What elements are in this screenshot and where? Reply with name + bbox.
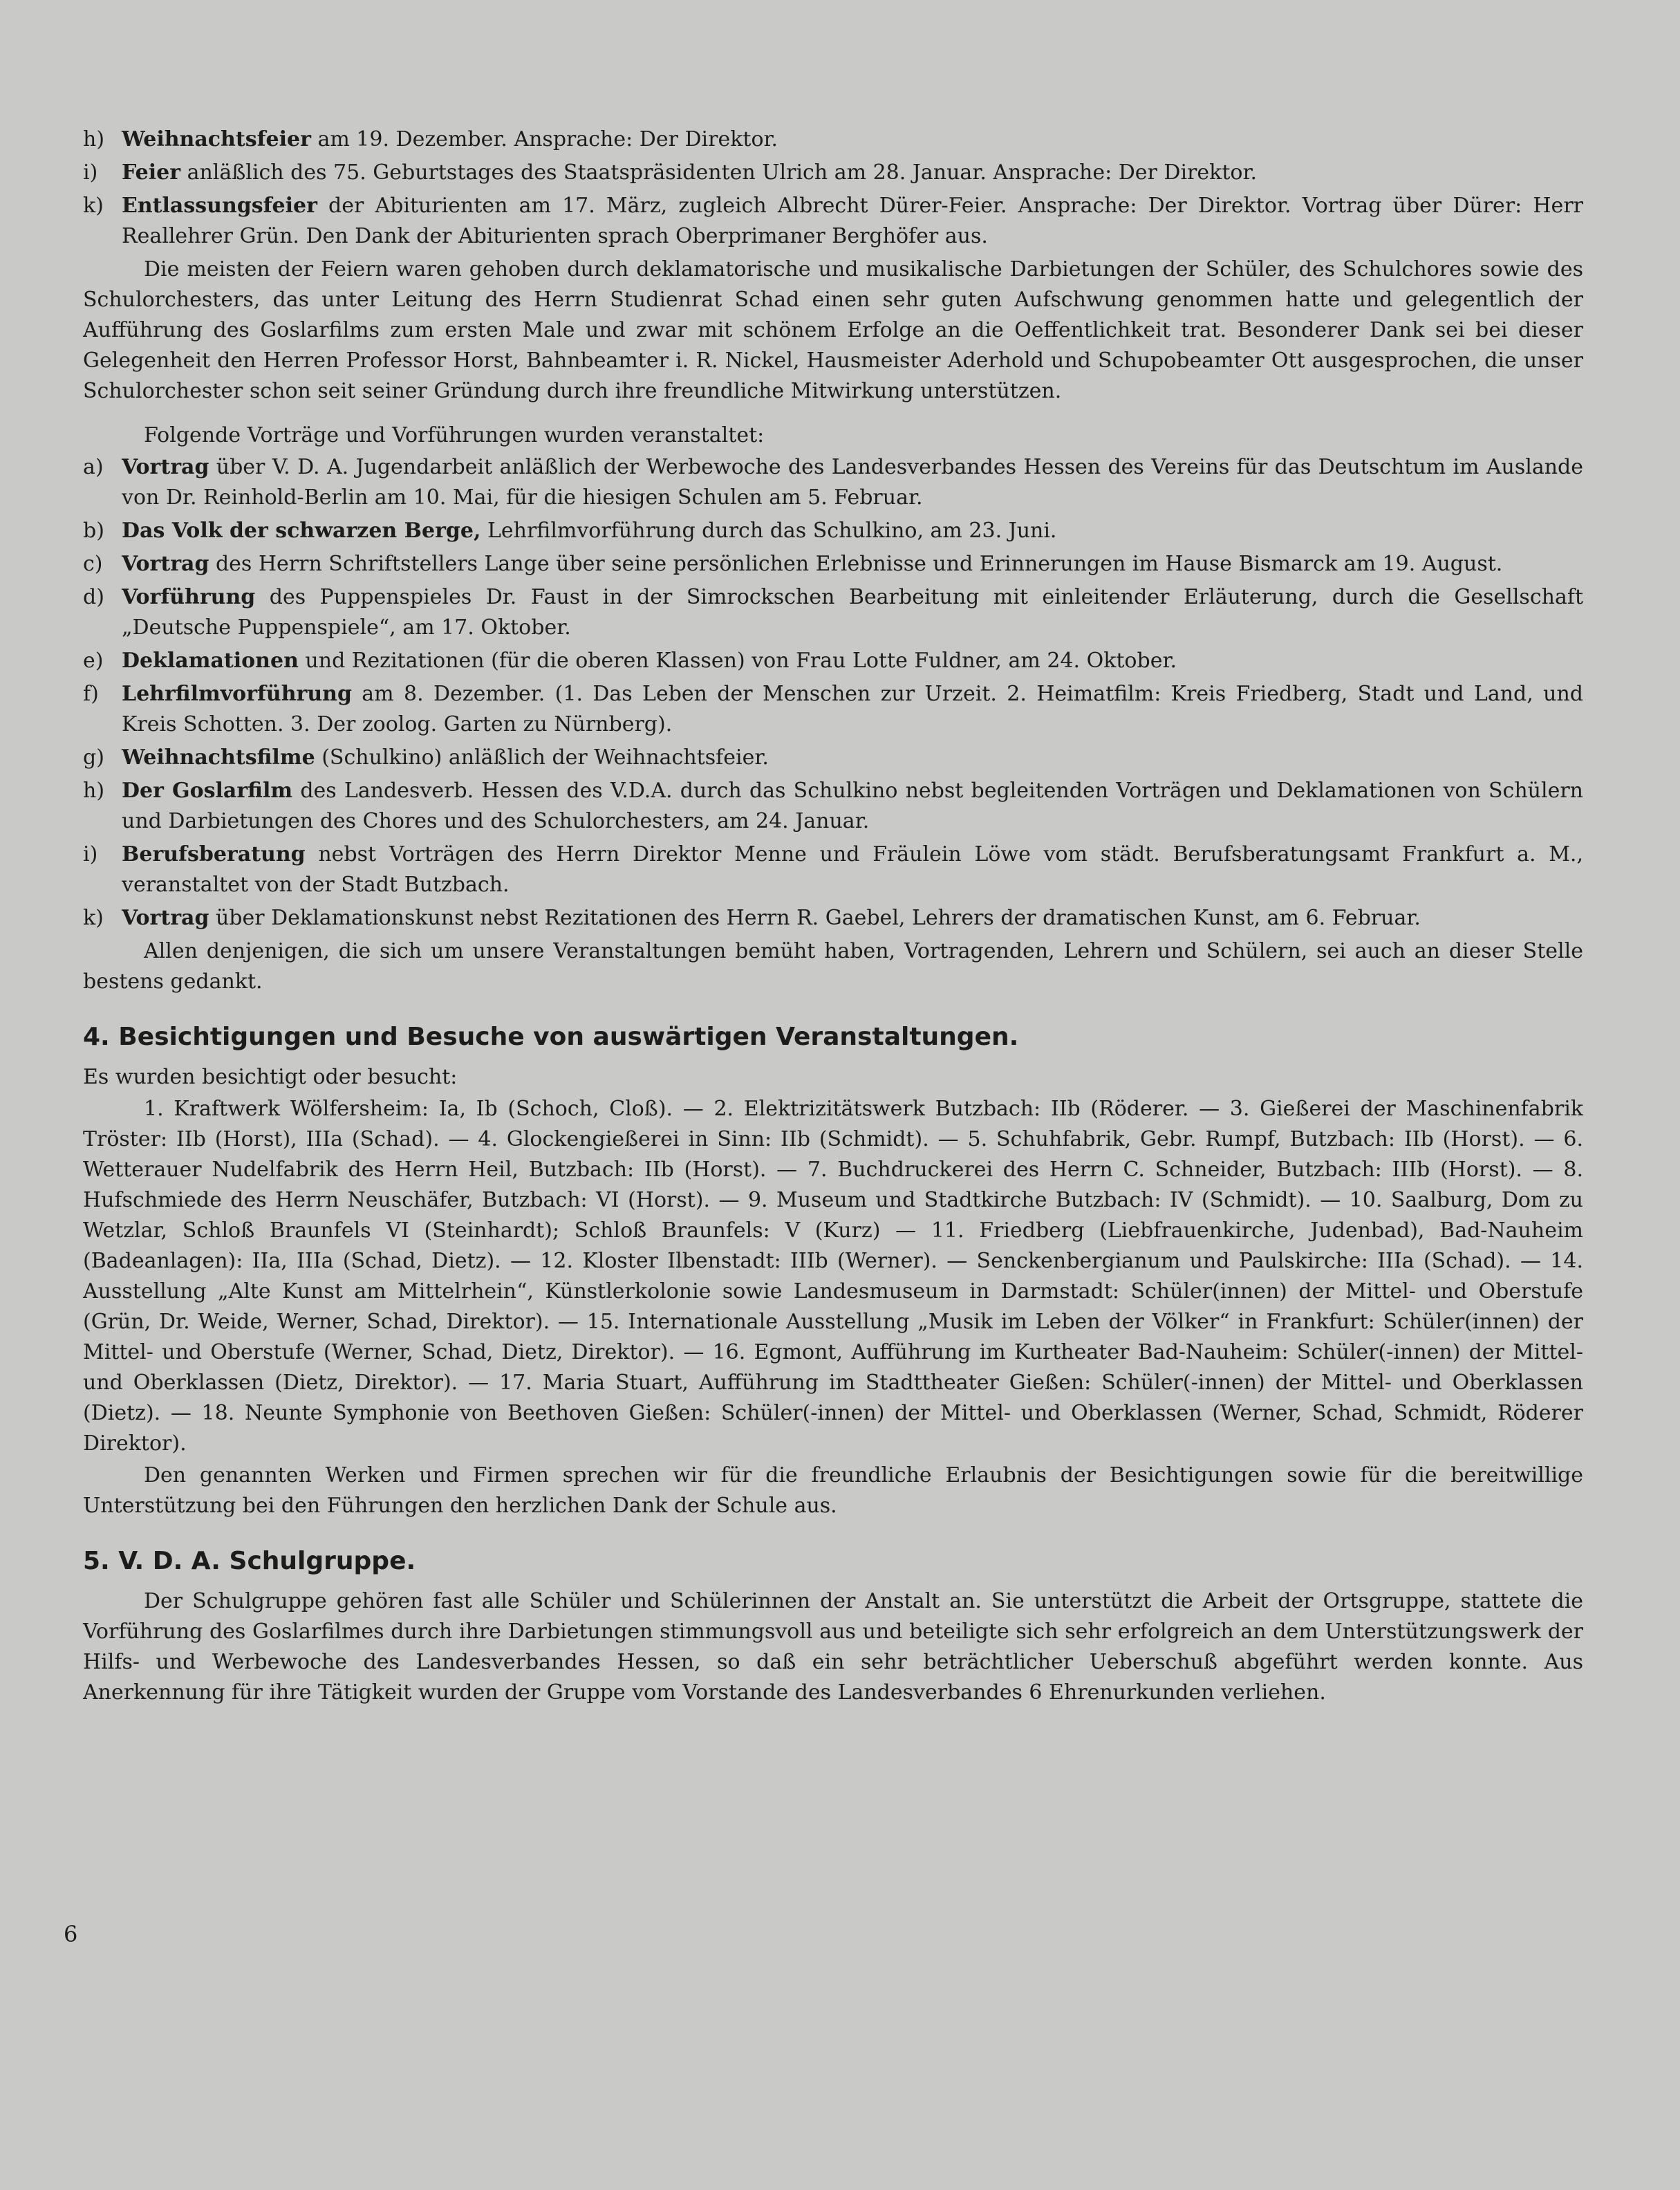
lectures-list <box>83 452 1583 934</box>
page-number: 6 <box>64 1921 78 1947</box>
lectures-intro: Folgende Vorträge und Vorführungen wurden veranstaltet: <box>144 423 765 447</box>
celebrations-list <box>83 124 1583 252</box>
celebrations-paragraph: Die meisten der Feiern waren gehoben durch deklamatorische und musikalische Darbietungen der Schüler, des Schulchores sowie des Schulorchesters, das unter Leitung des Herrn Studienrat Schad einen sehr guten Aufschwung genommen hatte und gelegentlich der Aufführung des Goslarfilms zum ersten Male und zwar mit schönem Erfolge an die Oeffentlichkeit trat. Besonderer Dank sei bei dieser Gelegenheit den Herren Professor Horst, Bahnbeamter i. R. Nickel, Hausmeister Aderhold und Schupobeamter Ott ausgesprochen, die unser Schulorchester schon seit seiner Gründung durch ihre freundliche Mitwirkung unterstützen. <box>83 257 1583 403</box>
list-item: i) Berufsberatung nebst Vorträgen des Herrn Direktor Menne und Fräulein Löwe vom städt. Berufsberatungsamt Frankfurt a. M., veranstaltet von der Stadt Butzbach. <box>83 842 1583 897</box>
item-title: Vortrag <box>122 906 209 930</box>
item-title: Entlassungsfeier <box>122 194 317 218</box>
list-item: i) Feier anläßlich des 75. Geburtstages des Staatspräsidenten Ulrich am 28. Januar. Ansprache: Der Direktor. <box>83 160 1258 185</box>
list-item: g) Weihnachtsfilme (Schulkino) anläßlich der Weihnachtsfeier. <box>83 745 769 770</box>
item-text: und Rezitationen (für die oberen Klassen) von Frau Lotte Fuldner, am 24. Oktober. <box>298 649 1177 673</box>
section-heading-vda: 5. V. D. A. Schulgruppe. <box>83 1547 416 1575</box>
visits-closing: Den genannten Werken und Firmen sprechen wir für die freundliche Erlaubnis der Besichtigungen sowie für die bereitwillige Unterstützung bei den Führungen den herzlichen Dank der Schule aus. <box>83 1463 1583 1518</box>
visits-list: 1. Kraftwerk Wölfersheim: Ia, Ib (Schoch, Cloß). — 2. Elektrizitätswerk Butzbach: IIb (Röderer. — 3. Gießerei der Maschinenfabrik Tröster: IIb (Horst), IIIa (Schad). — 4. Glockengießerei in Sinn: IIb (Schmidt). — 5. Schuhfabrik, Gebr. Rumpf, Butzbach: IIb (Horst). — 6. Wetterauer Nudelfabrik des Herrn Heil, Butzbach: IIb (Horst). — 7. Buchdruckerei des Herrn C. Schneider, Butzbach: IIIb (Horst). — 8. Hufschmiede des Herrn Neuschäfer, Butzbach: VI (Horst). — 9. Museum und Stadtkirche Butzbach: IV (Schmidt). — 10. Saalburg, Dom zu Wetzlar, Schloß Braunfels VI (Steinhardt); Schloß Braunfels: V (Kurz) — 11. Friedberg (Liebfrauenkirche, Judenbad), Bad-Nauheim (Badeanlagen): IIa, IIIa (Schad, Dietz). — 12. Kloster Ilbenstadt: IIIb (Werner). — Senckenbergianum und Paulskirche: IIIa (Schad). — 14. Ausstellung „Alte Kunst am Mittelrhein“, Künstlerkolonie sowie Landesmuseum in Darmstadt: Schüler(innen) der Mittel- und Oberstufe (Grün, Dr. Weide, Werner, Schad, Direktor). — 15. Internationale Ausstellung „Musik im Leben der Völker“ in Frankfurt: Schüler(innen) der Mittel- und Oberstufe (Werner, Schad, Dietz, Direktor). — 16. Egmont, Aufführung im Kurtheater Bad-Nauheim: Schüler(-innen) der Mittel- und Oberklassen (Dietz, Direktor). — 17. Maria Stuart, Aufführung im Stadttheater Gießen: Schüler(-innen) der Mittel- und Oberklassen (Dietz). — 18. Neunte Symphonie von Beethoven Gießen: Schüler(-innen) der Mittel- und Oberklassen (Werner, Schad, Schmidt, Röderer Direktor). <box>83 1097 1583 1456</box>
item-text: am 19. Dezember. Ansprache: Der Direktor. <box>310 127 778 151</box>
item-title: Weihnachtsfilme <box>122 745 315 770</box>
list-item: e) Deklamationen und Rezitationen (für die oberen Klassen) von Frau Lotte Fuldner, am 24. Oktober. <box>83 649 1177 673</box>
item-title: Der Goslarfilm <box>122 779 293 803</box>
list-item: b) Das Volk der schwarzen Berge, Lehrfilmvorführung durch das Schulkino, am 23. Juni. <box>83 519 1057 543</box>
thanks-paragraph: Allen denjenigen, die sich um unsere Veranstaltungen bemüht haben, Vortragenden, Lehrern und Schülern, sei auch an dieser Stelle bestens gedankt. <box>83 939 1583 994</box>
list-item: d) Vorführung des Puppenspieles Dr. Faust in der Simrockschen Bearbeitung mit einleitender Erläuterung, durch die Gesellschaft „Deutsche Puppenspiele“, am 17. Oktober. <box>83 585 1583 640</box>
item-text: über Deklamationskunst nebst Rezitationen des Herrn R. Gaebel, Lehrers der dramatischen Kunst, am 6. Februar. <box>209 906 1421 930</box>
list-item: k) Vortrag über Deklamationskunst nebst Rezitationen des Herrn R. Gaebel, Lehrers der dramatischen Kunst, am 6. Februar. <box>83 906 1421 930</box>
item-text: über V. D. A. Jugendarbeit anläßlich der Werbewoche des Landesverbandes Hessen des Vereins für das Deutschtum im Auslande von Dr. Reinhold-Berlin am 10. Mai, für die hiesigen Schulen am 5. Februar. <box>122 455 1583 510</box>
list-item: f) Lehrfilmvorführung am 8. Dezember. (1. Das Leben der Menschen zur Urzeit. 2. Heimatfilm: Kreis Friedberg, Stadt und Land, und Kreis Schotten. 3. Der zoolog. Garten zu Nürnberg). <box>83 682 1583 736</box>
list-item: h) Weihnachtsfeier am 19. Dezember. Ansprache: Der Direktor. <box>83 127 778 151</box>
item-text: des Landesverb. Hessen des V.D.A. durch das Schulkino nebst begleitenden Vorträgen und Deklamationen von Schülern und Darbietungen des Chores und des Schulorchesters, am 24. Januar. <box>122 779 1583 833</box>
item-text: nebst Vorträgen des Herrn Direktor Menne und Fräulein Löwe vom städt. Berufsberatungsamt Frankfurt a. M., veranstaltet von der Stadt Butzbach. <box>122 842 1583 897</box>
item-title: Das Volk der schwarzen Berge, <box>122 519 481 543</box>
item-text: des Herrn Schriftstellers Lange über seine persönlichen Erlebnisse und Erinnerungen im Hause Bismarck am 19. August. <box>209 552 1503 576</box>
item-text: des Puppenspieles Dr. Faust in der Simrockschen Bearbeitung mit einleitender Erläuterung, durch die Gesellschaft „Deutsche Puppenspiele“, am 17. Oktober. <box>122 585 1583 640</box>
vda-paragraph: Der Schulgruppe gehören fast alle Schüler und Schülerinnen der Anstalt an. Sie unterstützt die Arbeit der Ortsgruppe, stattete die Vorführung des Goslarfilmes durch ihre Darbietungen stimmungsvoll aus und beteiligte sich sehr erfolgreich an dem Unterstützungswerk der Hilfs- und Werbewoche des Landesverbandes Hessen, so daß ein sehr beträchtlicher Ueberschuß abgeführt werden konnte. Aus Anerkennung für ihre Tätigkeit wurden der Gruppe vom Vorstande des Landesverbandes 6 Ehrenurkunden verliehen. <box>83 1589 1583 1705</box>
item-title: Vorführung <box>122 585 256 609</box>
section-heading-visits: 4. Besichtigungen und Besuche von auswärtigen Veranstaltungen. <box>83 1023 1019 1051</box>
item-title: Berufsberatung <box>122 842 306 866</box>
list-item: k) Entlassungsfeier der Abiturienten am 17. März, zugleich Albrecht Dürer-Feier. Ansprache: Der Direktor. Vortrag über Dürer: Herr Reallehrer Grün. Den Dank der Abiturienten sprach Oberprimaner Berghöfer aus. <box>83 194 1583 248</box>
list-item: c) Vortrag des Herrn Schriftstellers Lange über seine persönlichen Erlebnisse und Erinnerungen im Hause Bismarck am 19. August. <box>83 552 1503 576</box>
item-title: Weihnachtsfeier <box>122 127 311 151</box>
visits-intro: Es wurden besichtigt oder besucht: <box>83 1065 458 1089</box>
item-text: (Schulkino) anläßlich der Weihnachtsfeier. <box>315 745 769 770</box>
item-text: Lehrfilmvorführung durch das Schulkino, am 23. Juni. <box>480 519 1057 543</box>
item-title: Deklamationen <box>122 649 299 673</box>
item-title: Vortrag <box>122 552 209 576</box>
item-title: Vortrag <box>122 455 209 479</box>
item-text: anläßlich des 75. Geburtstages des Staatspräsidenten Ulrich am 28. Januar. Ansprache: Der Direktor. <box>180 160 1258 185</box>
item-title: Feier <box>122 160 181 185</box>
list-item: h) Der Goslarfilm des Landesverb. Hessen des V.D.A. durch das Schulkino nebst begleitenden Vorträgen und Deklamationen von Schülern und Darbietungen des Chores und des Schulorchesters, am 24. Januar. <box>83 779 1583 833</box>
item-text: am 8. Dezember. (1. Das Leben der Menschen zur Urzeit. 2. Heimatfilm: Kreis Friedberg, Stadt und Land, und Kreis Schotten. 3. Der zoolog. Garten zu Nürnberg). <box>122 682 1583 736</box>
item-title: Lehrfilmvorführung <box>122 682 352 706</box>
list-item: a) Vortrag über V. D. A. Jugendarbeit anläßlich der Werbewoche des Landesverbandes Hessen des Vereins für das Deutschtum im Auslande von Dr. Reinhold-Berlin am 10. Mai, für die hiesigen Schulen am 5. Februar. <box>83 455 1583 510</box>
item-text: der Abiturienten am 17. März, zugleich Albrecht Dürer-Feier. Ansprache: Der Direktor. Vortrag über Dürer: Herr Reallehrer Grün. Den Dank der Abiturienten sprach Oberprimaner Berghöfer aus. <box>122 194 1583 248</box>
page-content <box>83 124 1583 1709</box>
